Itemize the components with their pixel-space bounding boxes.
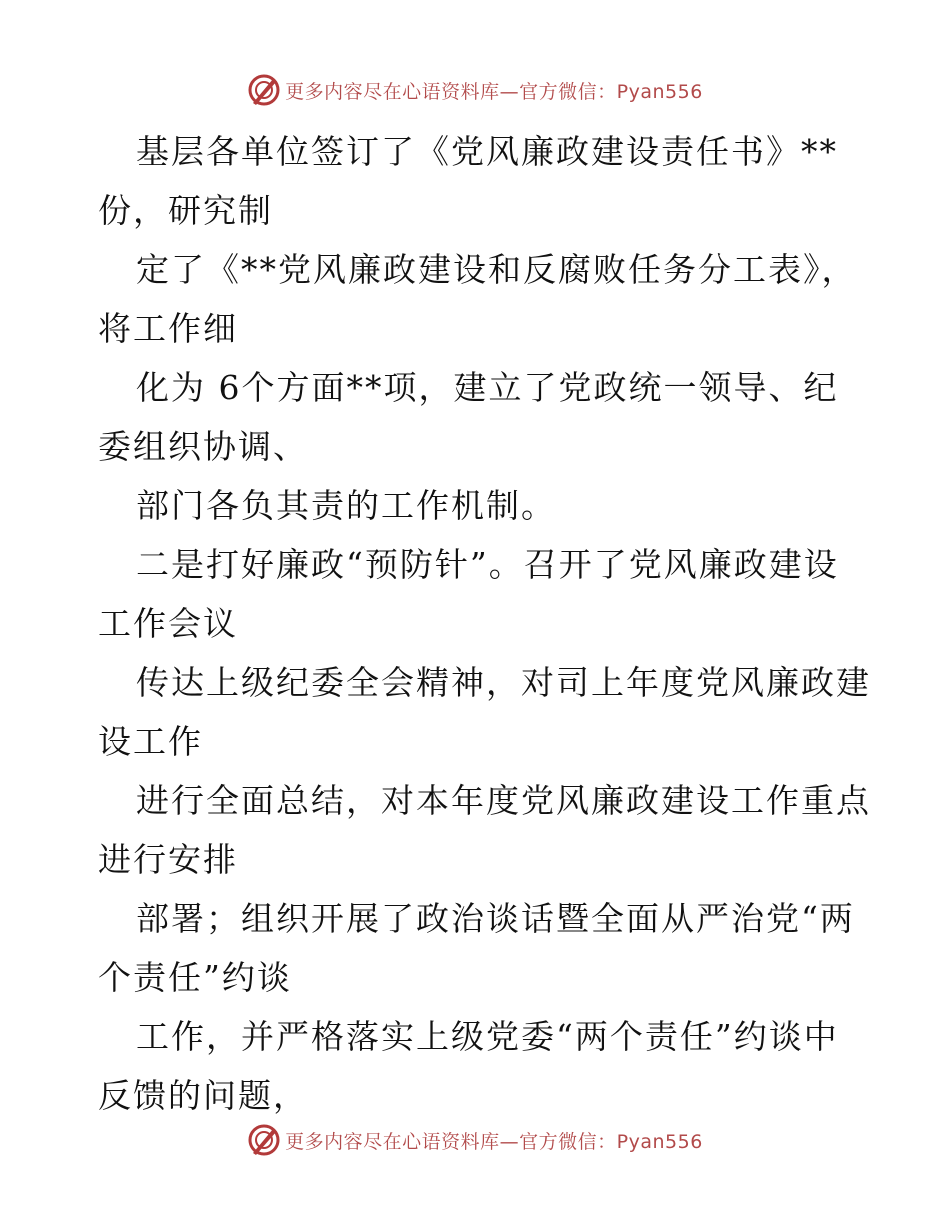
- header-watermark: [0, 70, 950, 110]
- body-line: 基层各单位签订了《党风廉政建设责任书》**: [136, 132, 838, 171]
- body-line: 化为 6个方面**项，建立了党政统一领导、纪: [136, 368, 839, 407]
- body-line: 二是打好廉政“预防针”。召开了党风廉政建设: [136, 545, 839, 584]
- body-line: 个责任”约谈: [98, 958, 292, 997]
- body-line: 部门各负其责的工作机制。: [136, 486, 556, 525]
- body-line: 定了《**党风廉政建设和反腐败任务分工表》，: [136, 250, 857, 289]
- body-line: 进行全面总结，对本年度党风廉政建设工作重点: [136, 781, 871, 820]
- body-line: 委组织协调、: [98, 427, 308, 466]
- body-line: 工作，并严格落实上级党委“两个责任”约谈中: [136, 1017, 839, 1056]
- body-line: 反馈的问题，: [98, 1076, 308, 1115]
- body-line: 将工作细: [98, 309, 238, 348]
- footer-watermark-text: 更多内容尽在心语资料库—官方微信：Pyan556: [285, 1130, 703, 1153]
- body-line: 设工作: [98, 722, 203, 761]
- pen-logo-icon: [247, 73, 281, 107]
- body-line: 工作会议: [98, 604, 238, 643]
- body-line: 传达上级纪委全会精神，对司上年度党风廉政建: [136, 663, 871, 702]
- pen-logo-icon: [247, 1123, 281, 1157]
- document-body: [98, 122, 871, 1125]
- footer-watermark: [0, 1120, 950, 1160]
- body-line: 进行安排: [98, 840, 238, 879]
- body-line: 部署；组织开展了政治谈话暨全面从严治党“两: [136, 899, 855, 938]
- body-line: 份，研究制: [98, 191, 273, 230]
- header-watermark-text: 更多内容尽在心语资料库—官方微信：Pyan556: [285, 80, 703, 103]
